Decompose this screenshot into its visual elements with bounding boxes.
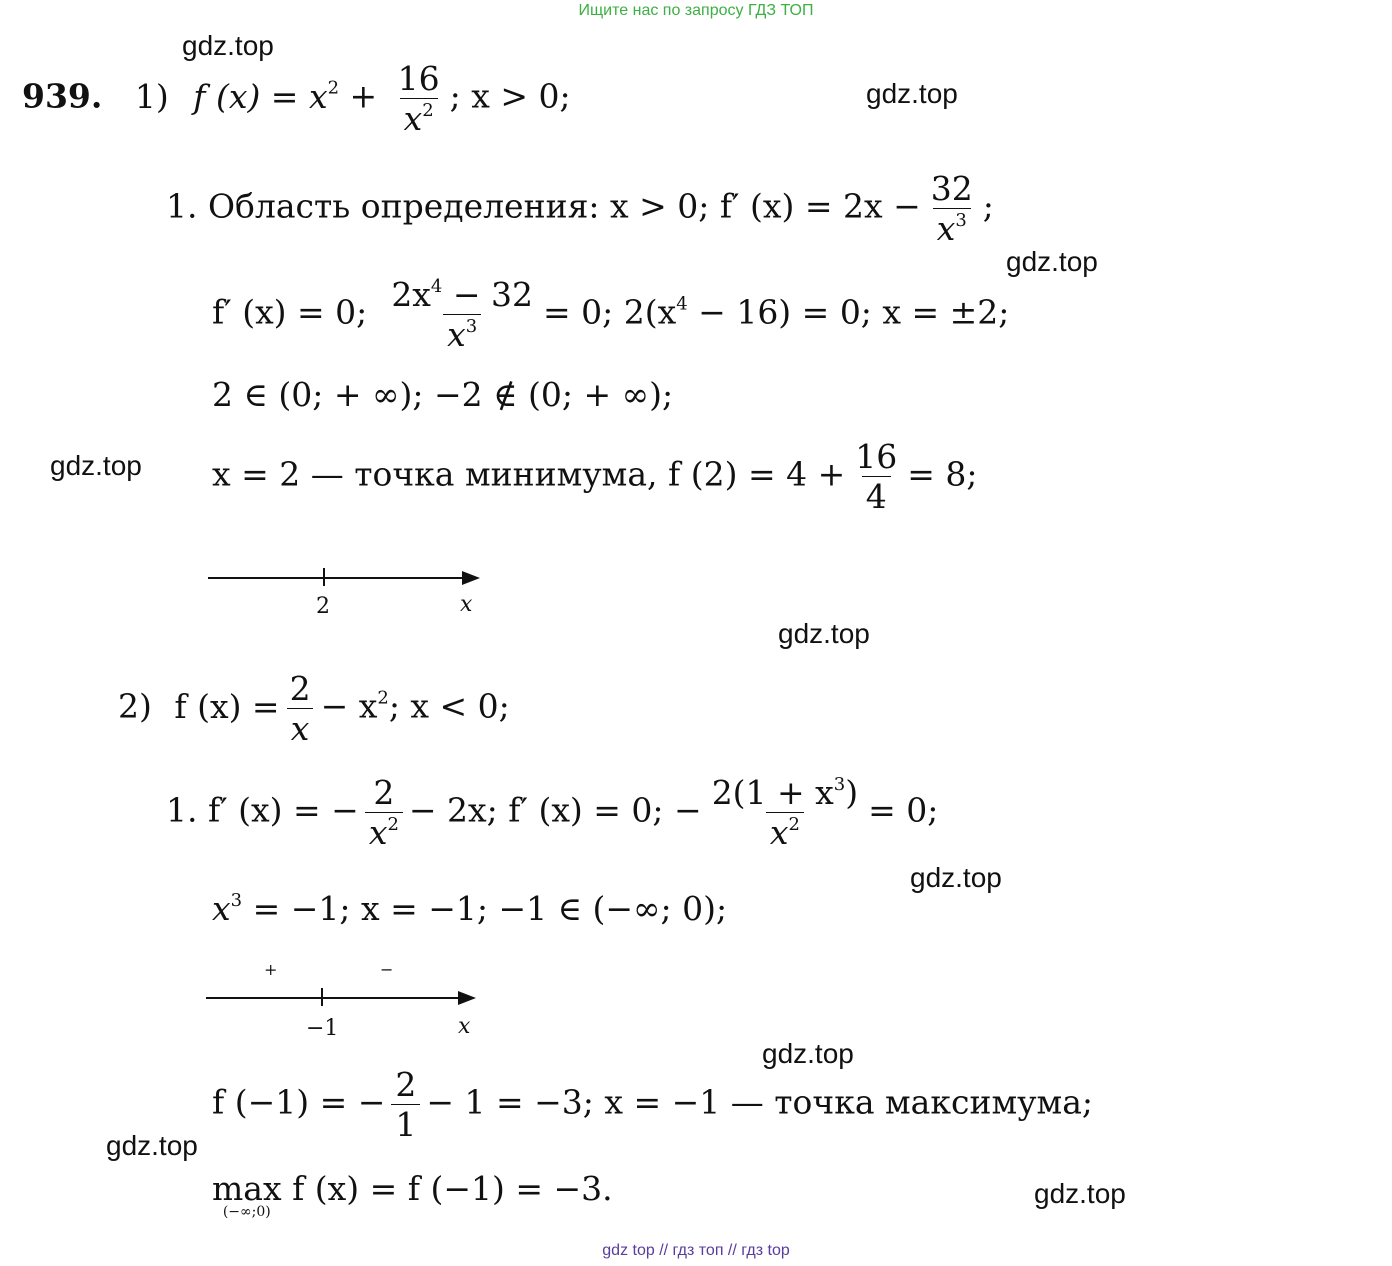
axis-arrow [458, 991, 476, 1005]
axis-point-label: −1 [306, 1016, 339, 1041]
watermark: gdz.top [106, 1130, 198, 1161]
watermark: gdz.top [1006, 246, 1098, 277]
numerator: $2(1 + x^3)$ [711, 773, 859, 812]
denominator: 4 [862, 476, 891, 513]
axis-variable-label: x [458, 1014, 471, 1039]
fraction [387, 275, 537, 354]
watermark: gdz.top [50, 450, 142, 481]
number-line-2 [198, 982, 498, 1022]
formula-text: − x [320, 686, 378, 726]
axis-point-label: 2 [316, 594, 330, 619]
max-operator: max (−∞;0) [212, 1169, 282, 1220]
formula-text: f′ (x) = 0; [212, 292, 368, 332]
derivative-line [166, 773, 939, 852]
numerator: $2x^4 - 32$ [391, 275, 533, 314]
part-label: 1) [134, 76, 169, 116]
formula-text: 1. f′ (x) = − [166, 790, 359, 830]
denominator: $x^2$ [766, 812, 804, 849]
formula-text: ; x < 0; [388, 686, 510, 726]
watermark: gdz.top [762, 1038, 854, 1069]
formula-text: f (x) = x [193, 76, 328, 116]
interval-check-line: 2 ∈ (0; + ∞); −2 ∉ (0; + ∞); [212, 375, 674, 414]
formula-text: − 16) = 0; x = ±2; [687, 292, 1010, 332]
formula-text: − 2x; f′ (x) = 0; − [408, 790, 702, 830]
watermark: gdz.top [1034, 1178, 1126, 1209]
formula-text: ; x > 0; [449, 76, 571, 116]
exponent: 4 [676, 293, 688, 315]
axis-arrow [462, 571, 480, 585]
fraction [851, 437, 901, 516]
formula-text: f (x) = [174, 686, 280, 726]
denominator: $x^3$ [443, 314, 481, 351]
part-label: 2) [118, 686, 152, 726]
formula-text: f (−1) = − [212, 1082, 386, 1122]
watermark: gdz.top [182, 30, 274, 61]
formula-text: ; [982, 186, 994, 226]
footer-links: gdz top // гдз топ // гдз top [602, 1242, 790, 1259]
formula-text: x = 2 — точка минимума, f (2) = 4 + [212, 454, 846, 494]
denominator: x [287, 708, 314, 745]
search-banner: Ищите нас по запросу ГДЗ ТОП [578, 2, 814, 19]
numerator: 16 [397, 59, 440, 98]
numerator: 16 [855, 437, 898, 476]
fraction [708, 773, 862, 852]
formula-text: f (x) = f (−1) = −3. [281, 1169, 613, 1208]
denominator: 1 [391, 1104, 420, 1141]
formula-text: x [212, 889, 231, 928]
domain-line [166, 169, 994, 248]
exponent: 2 [327, 77, 340, 99]
fraction [394, 59, 444, 138]
formula-text: = −1; x = −1; −1 ∈ (−∞; 0); [242, 889, 728, 928]
fraction [286, 669, 315, 748]
exponent: 3 [230, 890, 243, 911]
formula-text: = 8; [907, 454, 978, 494]
derivative-zero-line [212, 275, 1010, 354]
numerator: 2 [395, 1065, 417, 1104]
sign-plus: + [264, 960, 278, 979]
formula-text: + [339, 76, 388, 116]
root-line [212, 889, 728, 928]
exponent: 2 [377, 687, 389, 709]
axis-variable-label: x [460, 592, 473, 617]
watermark: gdz.top [910, 862, 1002, 893]
problem-header [22, 59, 571, 138]
fraction [365, 773, 403, 852]
number-line-1 [200, 562, 500, 632]
watermark: gdz.top [778, 618, 870, 649]
formula-text: = 0; [868, 790, 939, 830]
formula-text: = 0; 2(x [543, 292, 677, 332]
denominator: $x^2$ [365, 812, 403, 849]
max-value-line [212, 1169, 613, 1220]
formula-text: − 1 = −3; x = −1 — точка максимума; [426, 1082, 1093, 1122]
denominator: $x^3$ [933, 208, 971, 245]
watermark: gdz.top [866, 78, 958, 109]
fraction [391, 1065, 420, 1144]
minimum-line [212, 437, 978, 516]
fraction [927, 169, 977, 248]
numerator: 2 [289, 669, 311, 708]
problem-number: 939. [22, 76, 103, 116]
numerator: 2 [373, 773, 395, 812]
formula-text: 1. Область определения: x > 0; f′ (x) = 2x − [166, 186, 921, 226]
denominator: $x^2$ [400, 98, 438, 135]
maximum-line [212, 1065, 1093, 1144]
numerator: 32 [930, 169, 973, 208]
part2-header [118, 669, 510, 748]
sign-minus: − [380, 960, 394, 979]
